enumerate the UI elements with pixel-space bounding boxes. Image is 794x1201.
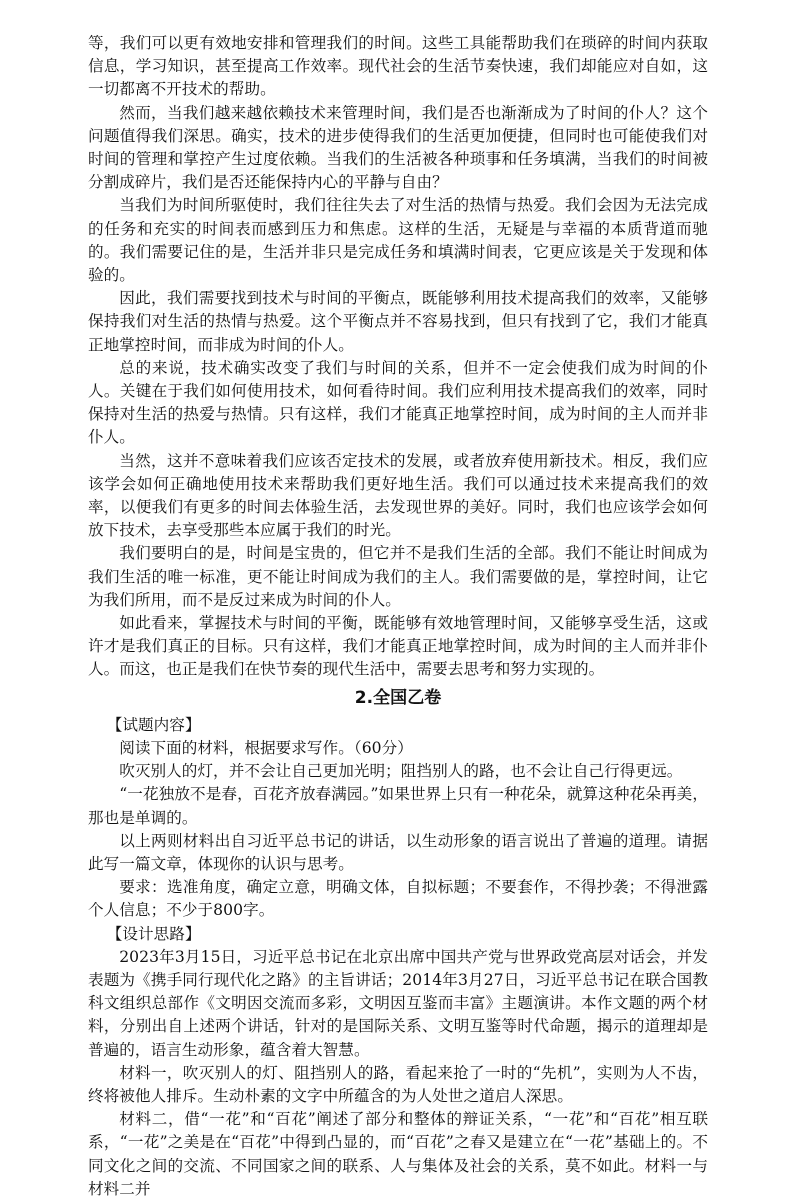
paragraph: 我们要明白的是，时间是宝贵的，但它并不是我们生活的全部。我们不能让时间成为我们生活的唯一标准，更不能让时间成为我们的主人。我们需要做的是，掌控时间，让它为我们所用，而不是反过来成为时间的仆人。 [88, 544, 708, 609]
paragraph: 然而，当我们越来越依赖技术来管理时间，我们是否也渐渐成为了时间的仆人？这个问题值得我们深思。确实，技术的进步使得我们的生活更加便捷，但同时也可能使我们对时间的管理和掌控产生过度依赖。当我们的生活被各种琐事和任务填满，当我们的时间被分割成碎片，我们是否还能保持内心的平静与自由？ [88, 103, 708, 192]
paragraph: 总的来说，技术确实改变了我们与时间的关系，但并不一定会使我们成为时间的仆人。关键在于我们如何使用技术，如何看待时间。我们应利用技术提高我们的效率，同时保持对生活的热爱与热情。只有这样，我们才能真正地掌控时间，成为时间的主人而并非仆人。 [88, 358, 708, 447]
paragraph: 要求：选准角度，确定立意，明确文体，自拟标题；不要套作，不得抄袭；不得泄露个人信息；不少于800字。 [88, 878, 708, 920]
section-title: 2.全国乙卷 [354, 687, 442, 708]
paragraph: 等，我们可以更有效地安排和管理我们的时间。这些工具能帮助我们在琐碎的时间内获取信息，学习知识，甚至提高工作效率。现代社会的生活节奏快速，我们却能应对自如，这一切都离不开技术的帮助。 [88, 34, 708, 99]
paragraph: 材料二，借“一花”和“百花”阐述了部分和整体的辩证关系，“一花”和“百花”相互联系，“一花”之美是在“百花”中得到凸显的，而“百花”之春又是建立在“一花”基础上的。不同文化之间的交流、不同国家之间的联系、人与集体及社会的关系，莫不如此。材料一与材料二并 [88, 1110, 708, 1198]
section-tag-design: 【设计思路】 [106, 924, 201, 943]
paragraph: 当然，这并不意味着我们应该否定技术的发展，或者放弃使用新技术。相反，我们应该学会如何正确地使用技术来帮助我们更好地生活。我们可以通过技术来提高我们的效率，以便我们有更多的时间去体验生活，去发现世界的美好。同时，我们也应该学会如何放下技术，去享受那些本应属于我们的时光。 [88, 451, 708, 540]
paragraph: 阅读下面的材料，根据要求写作。（60分） [119, 738, 413, 757]
paragraph: 材料一，吹灭别人的灯、阻挡别人的路，看起来抢了一时的“先机”，实则为人不齿，终将被他人排斥。生动朴素的文字中所蕴含的为人处世之道启人深思。 [88, 1063, 708, 1105]
paragraph: “一花独放不是春，百花齐放春满园。”如果世界上只有一种花朵，就算这种花朵再美，那也是单调的。 [88, 785, 708, 827]
paragraph: 如此看来，掌握技术与时间的平衡，既能够有效地管理时间，又能够享受生活，这或许才是我们真正的目标。只有这样，我们才能真正地掌控时间，成为时间的主人而并非仆人。而这，也正是我们在快节奏的现代生活中，需要去思考和努力实现的。 [88, 614, 708, 679]
paragraph: 吹灭别人的灯，并不会让自己更加光明；阻挡别人的路，也不会让自己行得更远。 [119, 762, 683, 781]
paragraph: 因此，我们需要找到技术与时间的平衡点，既能够利用技术提高我们的效率，又能够保持我们对生活的热情与热爱。这个平衡点并不容易找到，但只有找到了它，我们才能真正地掌控时间，而非成为时间的仆人。 [88, 289, 708, 354]
document-page [88, 32, 708, 1201]
paragraph: 2023年3月15日，习近平总书记在北京出席中国共产党与世界政党高层对话会，并发表题为《携手同行现代化之路》的主旨讲话；2014年3月27日，习近平总书记在联合国教科文组织总部作《文明因交流而多彩，文明因互鉴而丰富》主题演讲。本作文题的两个材料，分别出自上述两个讲话，针对的是国际关系、文明互鉴等时代命题，揭示的道理却是普遍的，语言生动形象，蕴含着大智慧。 [88, 947, 708, 1059]
section-tag-content: 【试题内容】 [106, 715, 201, 734]
paragraph: 当我们为时间所驱使时，我们往往失去了对生活的热情与热爱。我们会因为无法完成的任务和充实的时间表而感到压力和焦虑。这样的生活，无疑是与幸福的本质背道而驰的。我们需要记住的是，生活并非只是完成任务和填满时间表，它更应该是关于发现和体验的。 [88, 196, 708, 285]
paragraph: 以上两则材料出自习近平总书记的讲话，以生动形象的语言说出了普遍的道理。请据此写一篇文章，体现你的认识与思考。 [88, 831, 708, 873]
